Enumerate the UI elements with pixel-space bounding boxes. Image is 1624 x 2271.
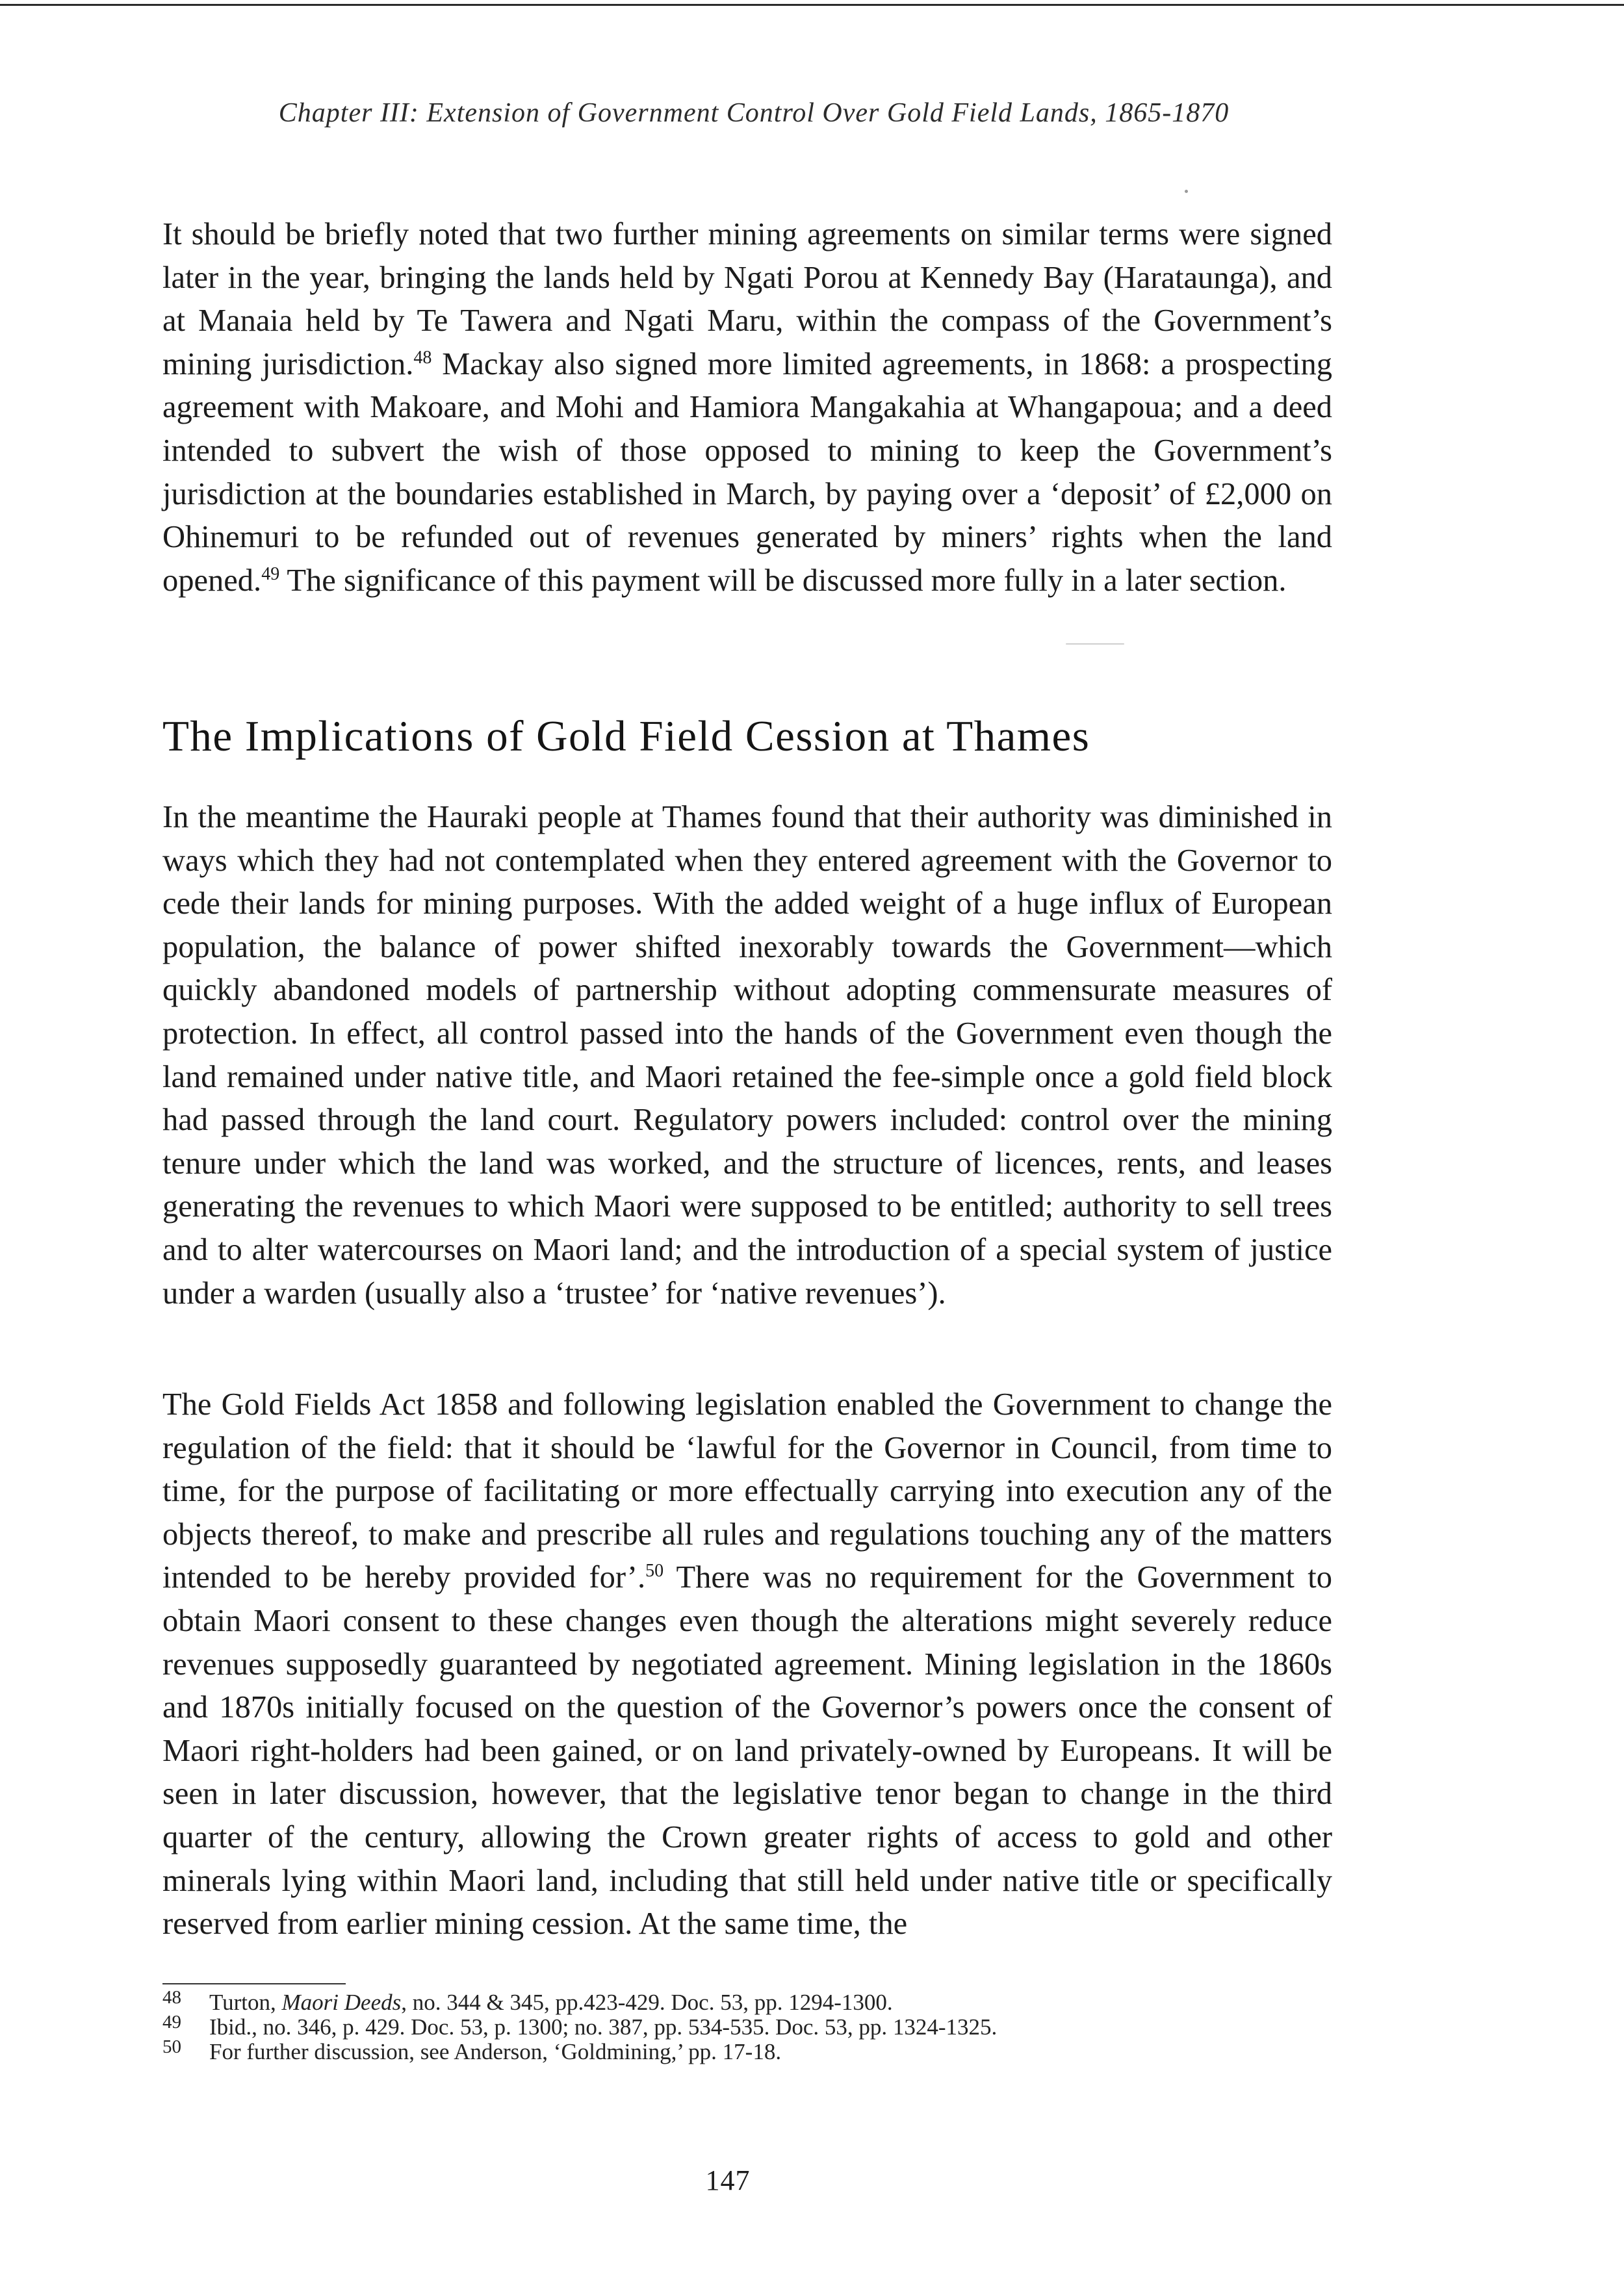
page-top-rule [0, 4, 1624, 6]
footnote-number: 50 [162, 2036, 181, 2057]
footnote-49 [162, 2012, 1332, 2040]
section-heading: The Implications of Gold Field Cession at Thames [162, 712, 1090, 760]
footnote-reference: 48 [413, 347, 432, 368]
body-paragraph-3 [162, 1383, 1332, 1946]
footnote-reference: 49 [261, 563, 280, 584]
paragraph-text: The significance of this payment will be discussed more fully in a later section. [279, 563, 1287, 598]
body-paragraph-1 [162, 213, 1332, 602]
footnote-48 [162, 1987, 1332, 2015]
footnote-50 [162, 2036, 1332, 2064]
paragraph-text: In the meantime the Hauraki people at Thames found that their authority was diminished in ways which they had not contemplated when they entered agreement with the Governor to cede their lands for mining purposes. With the added weight of a huge influx of European population, the balance of power shifted inexorably towards the Government—which quickly abandoned models of partnership without adopting commensurate measures of protection. In effect, all control passed into the hands of the Government even though the land remained under native title, and Maori retained the fee-simple once a gold field block had passed through the land court. Regulatory powers included: control over the mining tenure under which the land was worked, and the structure of licences, rents, and leases generating the revenues to which Maori were supposed to be entitled; authority to sell trees and to alter watercourses on Maori land; and the introduction of a special system of justice under a warden (usually also a ‘trustee’ for ‘native revenues’). [162, 800, 1332, 1311]
footnote-number: 49 [162, 2012, 181, 2033]
paragraph-text: The Gold Fields Act 1858 and following legislation enabled the Government to change the regulation of the field: that it should be ‘lawful for the Governor in Council, from time to time, for the purpose of facilitating or more effectually carrying into execution any of the objects thereof, to make and prescribe all rules and regulations touching any of the matters intended to be hereby provided for’. [162, 1387, 1332, 1595]
footnote-text: For further discussion, see Anderson, ‘Goldmining,’ pp. 17-18. [209, 2039, 782, 2064]
footnote-number: 48 [162, 1987, 181, 2008]
running-head: Chapter III: Extension of Government Control Over Gold Field Lands, 1865-1870 [278, 98, 1230, 128]
scan-speck [1066, 643, 1124, 645]
footnote-text-part: , no. 344 & 345, pp.423-429. Doc. 53, pp. 1294-1300. [401, 1990, 893, 2015]
footnote-text: Ibid., no. 346, p. 429. Doc. 53, p. 1300; no. 387, pp. 534-535. Doc. 53, pp. 1324-1325. [209, 2014, 998, 2040]
footnote-text-part: Turton, [209, 1990, 282, 2015]
body-paragraph-2 [162, 796, 1332, 1315]
footnote-separator [162, 1983, 346, 1984]
paragraph-text: Mackay also signed more limited agreements, in 1868: a prospecting agreement with Makoare, and Mohi and Hamiora Mangakahia at Whangapoua; and a deed intended to subvert the wish of those opposed to mining to keep the Government’s jurisdiction at the boundaries established in March, by paying over a ‘deposit’ of £2,000 on Ohinemuri to be refunded out of revenues generated by miners’ rights when the land opened. [162, 346, 1332, 598]
paragraph-text: It should be briefly noted that two further mining agreements on similar terms were signed later in the year, bringing the lands held by Ngati Porou at Kennedy Bay (Harataunga), and at Manaia held by Te Tawera and Ngati Maru, within the compass of the Government’s mining jurisdiction. [162, 217, 1332, 381]
footnote-text [209, 1990, 893, 2015]
scan-speck [1185, 190, 1188, 193]
footnote-title: Maori Deeds [281, 1990, 402, 2015]
page-number: 147 [705, 2164, 751, 2196]
footnote-reference: 50 [645, 1561, 664, 1582]
footnotes [162, 1987, 1332, 2064]
paragraph-text: There was no requirement for the Government to obtain Maori consent to these changes even though the alterations might severely reduce revenues supposedly guaranteed by negotiated agreement. Mining legislation in the 1860s and 1870s initially focused on the question of the Governor’s powers once the consent of Maori right-holders had been gained, or on land privately-owned by Europeans. It will be seen in later discussion, however, that the legislative tenor began to change in the third quarter of the century, allowing the Crown greater rights of access to gold and other minerals lying within Maori land, including that still held under native title or specifically reserved from earlier mining cession. At the same time, the [162, 1560, 1332, 1942]
